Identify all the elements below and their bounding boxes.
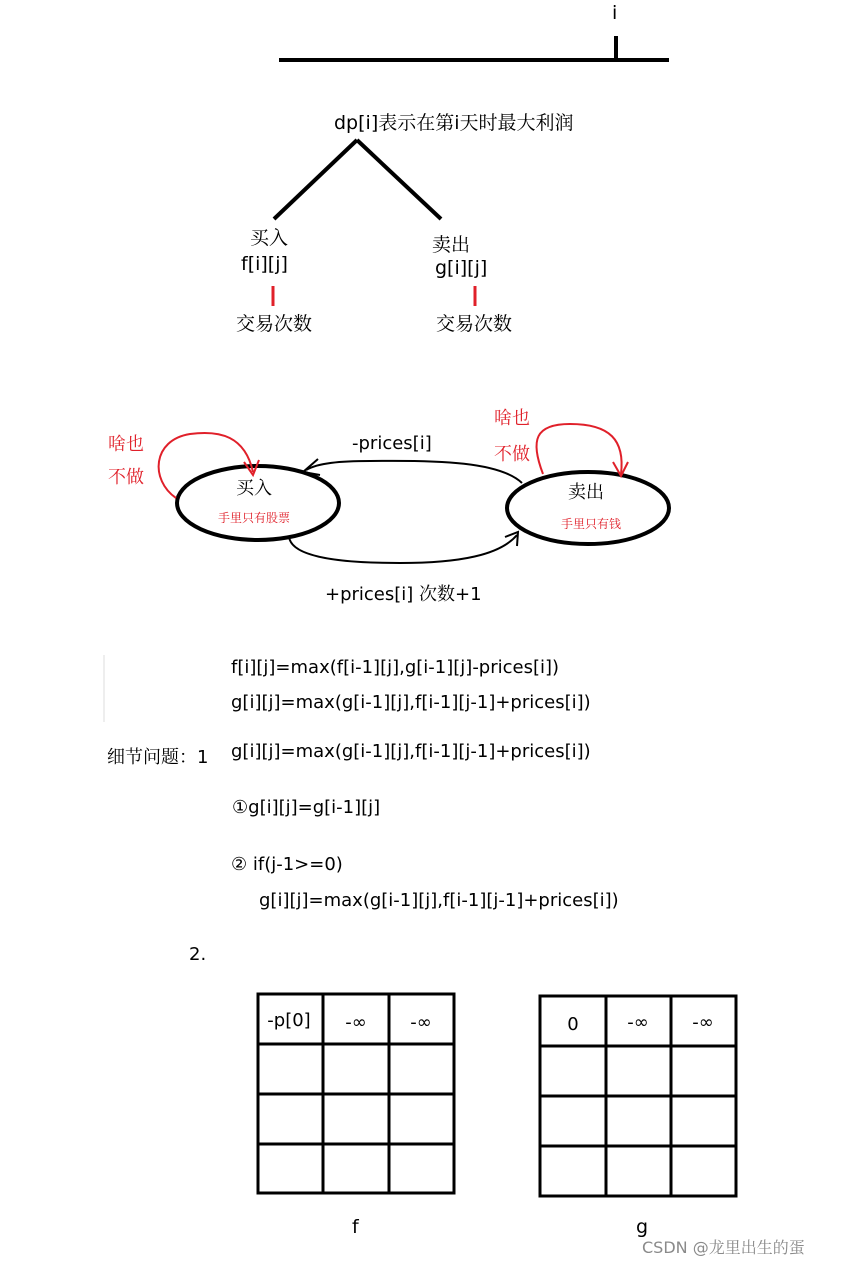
buy-self-loop-label-line1: 啥也 xyxy=(108,434,144,455)
table-g-cell-0-0: 0 xyxy=(567,1014,579,1035)
table-f-cell-0-2: -∞ xyxy=(410,1012,432,1033)
sell-state-label: 卖出 xyxy=(568,482,604,503)
edge-sell-to-buy xyxy=(306,461,522,483)
buy-state-label: 买入 xyxy=(236,478,272,499)
table-g-cell-0-2: -∞ xyxy=(692,1012,714,1033)
sell-self-loop-label-line2: 不做 xyxy=(494,444,530,465)
timeline-marker-label: i xyxy=(612,2,618,24)
details-case1: ①g[i][j]=g[i-1][j] xyxy=(232,797,381,818)
tree-right-state: g[i][j] xyxy=(435,257,488,279)
details-case2-condition: ② if(j-1>=0) xyxy=(231,854,343,875)
table-f-cell-0-1: -∞ xyxy=(345,1012,367,1033)
details-heading: 细节问题：1 xyxy=(107,747,209,768)
sell-state-sub: 手里只有钱 xyxy=(561,517,622,531)
buy-self-loop-label-line2: 不做 xyxy=(108,467,144,488)
details-equation: g[i][j]=max(g[i-1][j],f[i-1][j-1]+prices[i]) xyxy=(231,741,591,762)
edge-bottom-label: +prices[i] 次数+1 xyxy=(325,584,482,605)
tree-left-state: f[i][j] xyxy=(241,253,288,275)
tree-branch-left xyxy=(274,140,357,219)
edge-top-label: -prices[i] xyxy=(352,433,432,454)
tree-left-label: 买入 xyxy=(250,227,289,249)
tree-left-dimension: 交易次数 xyxy=(236,313,313,335)
table-f-cell-0-0: -p[0] xyxy=(267,1010,311,1031)
table-g-cell-0-1: -∞ xyxy=(627,1012,649,1033)
tree-right-dimension: 交易次数 xyxy=(436,313,513,335)
watermark: CSDN @龙里出生的蛋 xyxy=(642,1238,805,1257)
sell-self-loop xyxy=(536,424,621,474)
equation-f: f[i][j]=max(f[i-1][j],g[i-1][j]-prices[i]) xyxy=(231,657,560,678)
dp-definition: dp[i]表示在第i天时最大利润 xyxy=(334,112,574,134)
details-case2-equation: g[i][j]=max(g[i-1][j],f[i-1][j-1]+prices[i]) xyxy=(259,890,619,911)
buy-state-sub: 手里只有股票 xyxy=(218,511,291,525)
table-f-name: f xyxy=(352,1216,359,1238)
tree-right-label: 卖出 xyxy=(432,234,471,256)
details-point2: 2. xyxy=(189,944,207,965)
edge-buy-to-sell xyxy=(289,535,517,563)
tree-branch-right xyxy=(357,140,441,219)
sell-self-loop-label-line1: 啥也 xyxy=(494,408,530,429)
table-g-name: g xyxy=(636,1216,649,1238)
equation-g: g[i][j]=max(g[i-1][j],f[i-1][j-1]+prices[i]) xyxy=(231,692,591,713)
